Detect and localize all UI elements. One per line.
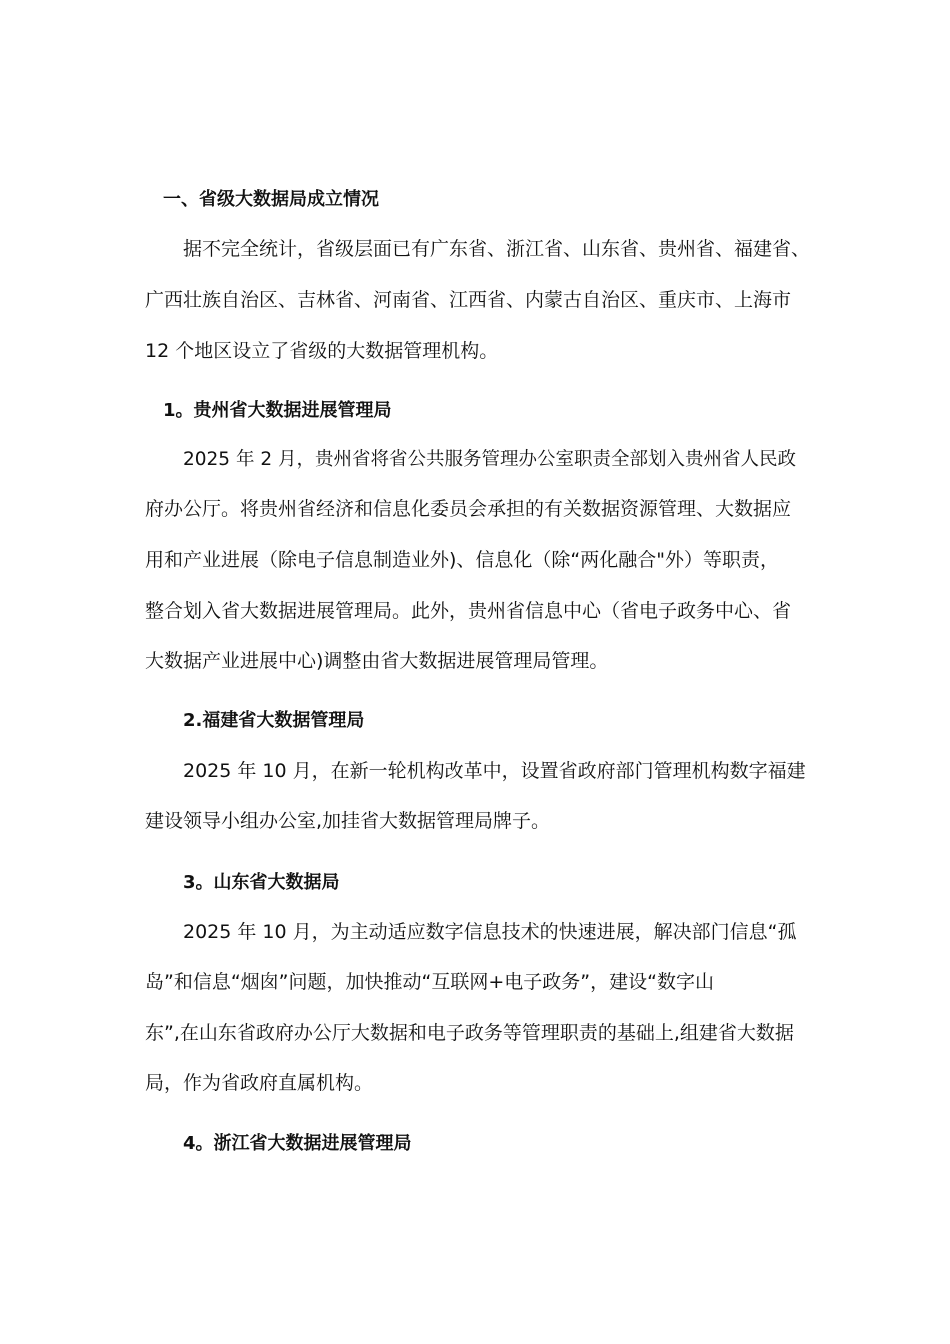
section-heading: 4。浙江省大数据进展管理局: [183, 1133, 412, 1154]
section-heading: 3。山东省大数据局: [183, 872, 340, 893]
paragraph-line: 12 个地区设立了省级的大数据管理机构。: [145, 340, 499, 362]
section-heading: 1。贵州省大数据进展管理局: [163, 400, 392, 421]
paragraph-line: 2025 年 10 月，在新一轮机构改革中，设置省政府部门管理机构数字福建: [183, 760, 806, 782]
paragraph-line: 整合划入省大数据进展管理局。此外，贵州省信息中心（省电子政务中心、省: [145, 600, 792, 622]
paragraph-line: 用和产业进展（除电子信息制造业外)、信息化（除“两化融合"外）等职责，: [145, 549, 779, 571]
paragraph-line: 据不完全统计，省级层面已有广东省、浙江省、山东省、贵州省、福建省、: [183, 238, 811, 260]
section-heading: 2.福建省大数据管理局: [183, 710, 365, 731]
paragraph-line: 东”,在山东省政府办公厅大数据和电子政务等管理职责的基础上,组建省大数据: [145, 1022, 794, 1044]
paragraph-line: 2025 年 2 月，贵州省将省公共服务管理办公室职责全部划入贵州省人民政: [183, 449, 796, 470]
paragraph-line: 2025 年 10 月，为主动适应数字信息技术的快速进展，解决部门信息“孤: [183, 921, 797, 943]
paragraph-line: 建设领导小组办公室,加挂省大数据管理局牌子。: [145, 810, 551, 832]
section-heading: 一、省级大数据局成立情况: [163, 189, 379, 210]
paragraph-line: 广西壮族自治区、吉林省、河南省、江西省、内蒙古自治区、重庆市、上海市: [145, 289, 792, 311]
paragraph-line: 大数据产业进展中心)调整由省大数据进展管理局管理。: [145, 650, 609, 672]
paragraph-line: 岛”和信息“烟囱”问题，加快推动“互联网+电子政务”，建设“数字山: [145, 971, 714, 993]
paragraph-line: 局，作为省政府直属机构。: [145, 1072, 374, 1094]
paragraph-line: 府办公厅。将贵州省经济和信息化委员会承担的有关数据资源管理、大数据应: [145, 498, 792, 520]
